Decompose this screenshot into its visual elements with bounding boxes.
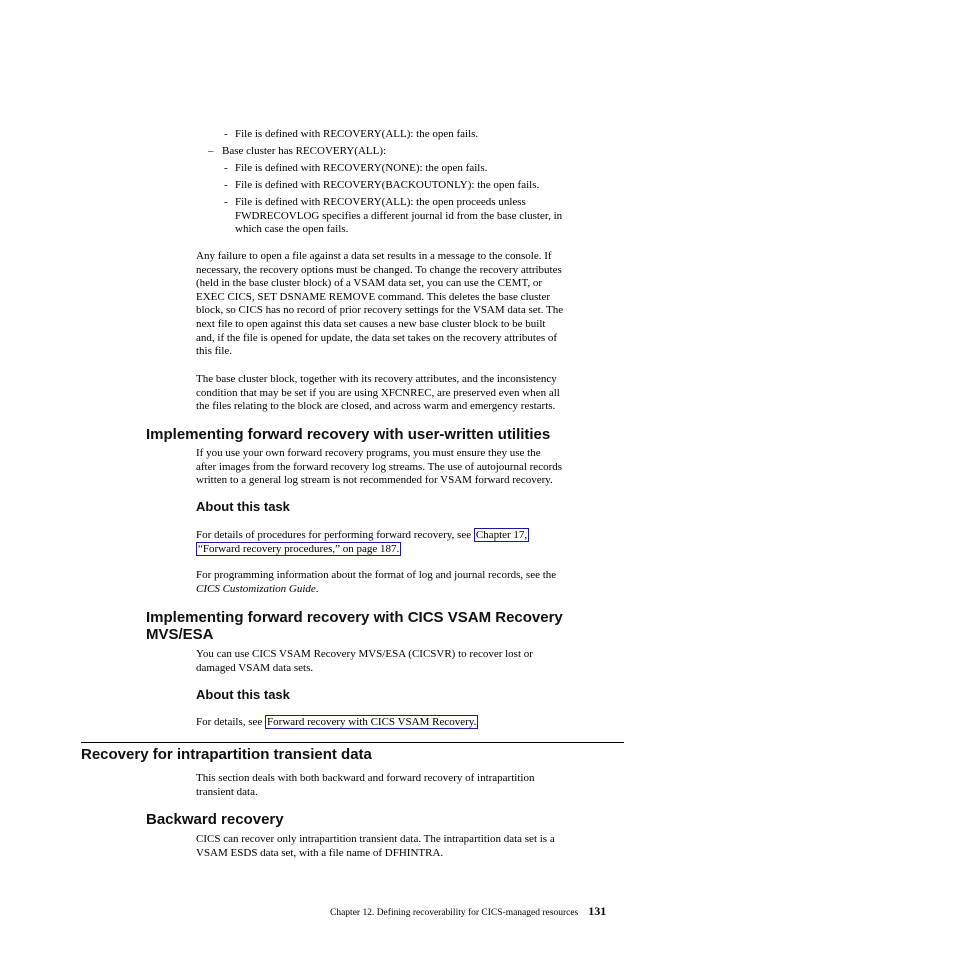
text-line: necessary, the recovery options must be changed. To change the recovery attributes <box>196 263 562 276</box>
list-item: File is defined with RECOVERY(ALL): the open fails. <box>235 128 479 140</box>
cicsvr-intro <box>196 648 626 675</box>
heading-line: MVS/ESA <box>146 626 214 643</box>
text-line: Any failure to open a file against a data set results in a message to the console. If <box>196 250 552 262</box>
forward-recovery-procedures-link[interactable]: “Forward recovery procedures,” on page 187. <box>198 542 400 555</box>
page-footer <box>330 902 606 920</box>
heading-line: Implementing forward recovery with CICS VSAM Recovery <box>146 609 563 626</box>
sentence-period: . <box>315 582 319 595</box>
text-line: block, so CICS has no record of prior recovery settings for the VSAM data set. The <box>196 304 564 317</box>
programming-info-paragraph <box>196 569 626 596</box>
text-line: damaged VSAM data sets. <box>196 661 314 674</box>
customization-guide-title: CICS Customization Guide <box>196 582 316 595</box>
failure-paragraph <box>196 250 626 359</box>
list-item: File is defined with RECOVERY(NONE): the open fails. <box>235 162 488 174</box>
section-heading-user-written-utilities: Implementing forward recovery with user-written utilities <box>146 426 551 443</box>
list-item: File is defined with RECOVERY(ALL): the open proceeds unless <box>235 196 526 208</box>
text-line: You can use CICS VSAM Recovery MVS/ESA (CICSVR) to recover lost or <box>196 648 533 660</box>
text-line: condition that may be set if you are using XFCNREC, are preserved even when all <box>196 386 560 399</box>
list-marker: - <box>224 128 228 140</box>
forward-recovery-details <box>196 529 626 556</box>
list-item: File is defined with RECOVERY(BACKOUTONLY): the open fails. <box>235 179 540 191</box>
text-line: transient data. <box>196 785 258 798</box>
section-heading-cicsvr <box>146 609 563 643</box>
list-marker: – <box>208 145 214 157</box>
about-this-task-heading: About this task <box>196 499 290 514</box>
user-utilities-intro <box>196 447 626 488</box>
section-divider <box>81 742 624 743</box>
section-heading-intrapartition: Recovery for intrapartition transient data <box>81 746 372 763</box>
text-line: VSAM ESDS data set, with a file name of DFHINTRA. <box>196 846 444 859</box>
text-line: next file to open against this data set causes a new base cluster block to be built <box>196 317 546 330</box>
text-line: (held in the base cluster block) of a VSAM data set, you can use the CEMT, or <box>196 277 543 290</box>
details-text: For details, see <box>196 716 266 728</box>
base-cluster-paragraph <box>196 373 626 414</box>
text-line: EXEC CICS, SET DSNAME REMOVE command. This deletes the base cluster <box>196 290 551 303</box>
chapter-17-link[interactable]: Chapter 17, <box>475 529 528 541</box>
footer-chapter-title: Chapter 12. Defining recoverability for CICS-managed resources <box>330 908 579 918</box>
text-line: written to a general log stream is not recommended for VSAM forward recovery. <box>196 474 553 487</box>
list-marker: - <box>224 179 228 191</box>
text-line: and, if the file is opened for update, the data set takes on the recovery attributes of <box>196 331 558 344</box>
page-number: 131 <box>588 904 607 918</box>
text-line: If you use your own forward recovery programs, you must ensure they use the <box>196 447 541 459</box>
list-item-continuation: FWDRECOVLOG specifies a different journal id from the base cluster, in <box>235 210 563 222</box>
list-item: Base cluster has RECOVERY(ALL): <box>222 145 387 157</box>
text-line: after images from the forward recovery log streams. The use of autojournal records <box>196 460 563 473</box>
text-line: This section deals with both backward and forward recovery of intrapartition <box>196 772 535 784</box>
backward-recovery-intro <box>196 833 626 860</box>
cicsvr-details <box>196 716 626 730</box>
cicsvr-link[interactable]: Forward recovery with CICS VSAM Recovery. <box>267 716 477 728</box>
about-this-task-heading: About this task <box>196 687 290 702</box>
intrapartition-intro <box>196 772 626 799</box>
list-marker: - <box>224 162 228 174</box>
text-line: The base cluster block, together with its recovery attributes, and the inconsistency <box>196 373 557 385</box>
list-marker: - <box>224 196 228 208</box>
list-item-continuation: which case the open fails. <box>235 223 349 235</box>
text-line: For programming information about the format of log and journal records, see the <box>196 569 557 581</box>
details-text: For details of procedures for performing forward recovery, see <box>196 529 474 541</box>
text-line: the files relating to the block are closed, and across warm and emergency restarts. <box>196 400 556 413</box>
text-line: CICS can recover only intrapartition transient data. The intrapartition data set is a <box>196 833 555 845</box>
section-heading-backward-recovery: Backward recovery <box>146 811 284 828</box>
text-line: this file. <box>196 345 233 358</box>
